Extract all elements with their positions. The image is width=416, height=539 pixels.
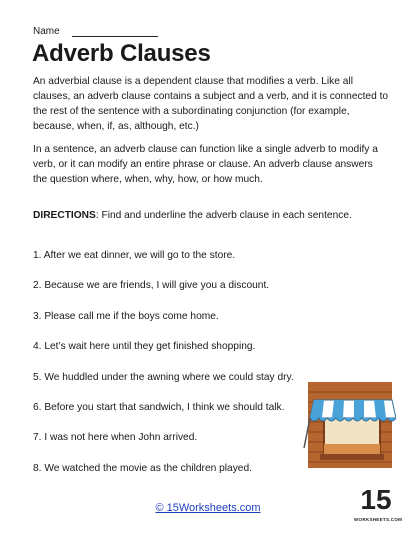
site-logo xyxy=(354,483,403,527)
question-5: 5. We huddled under the awning where we could stay dry. xyxy=(33,372,294,383)
question-2: 2. Because we are friends, I will give you a discount. xyxy=(33,280,270,291)
logo-subtitle: WORKSHEETS.COM xyxy=(354,517,403,522)
name-field-row xyxy=(33,26,158,37)
question-1: 1. After we eat dinner, we will go to the store. xyxy=(33,250,236,261)
question-3: 3. Please call me if the boys come home. xyxy=(33,311,219,322)
page-title: Adverb Clauses xyxy=(32,40,211,67)
name-label: Name xyxy=(33,26,60,37)
directions-text: : Find and underline the adverb clause in each sentence. xyxy=(95,210,352,221)
logo-number: 15 xyxy=(360,484,392,515)
copyright-link[interactable]: © 15Worksheets.com xyxy=(155,502,261,514)
directions xyxy=(33,208,389,223)
question-4: 4. Let’s wait here until they get finished shopping. xyxy=(33,341,256,352)
directions-label: DIRECTIONS xyxy=(33,210,96,221)
question-8: 8. We watched the movie as the children played. xyxy=(33,463,252,474)
storefront-awning-illustration xyxy=(300,378,396,474)
question-7: 7. I was not here when John arrived. xyxy=(33,432,198,443)
intro-paragraph-2: In a sentence, an adverb clause can function like a single adverb to modify a verb, or it can modify an entire phrase or clause. An adverb clause answers the question where, when, why, how, or how much. xyxy=(33,144,378,185)
name-blank-line[interactable] xyxy=(72,26,158,37)
intro-paragraph-1: An adverbial clause is a dependent clause that modifies a verb. Like all clauses, an adverb clause contains a subject and a verb, and it is connected to the rest of the sentence with a subordinating conjunction (for example, because, when, if, as, although, etc.) xyxy=(33,76,389,132)
question-6: 6. Before you start that sandwich, I think we should talk. xyxy=(33,402,285,413)
